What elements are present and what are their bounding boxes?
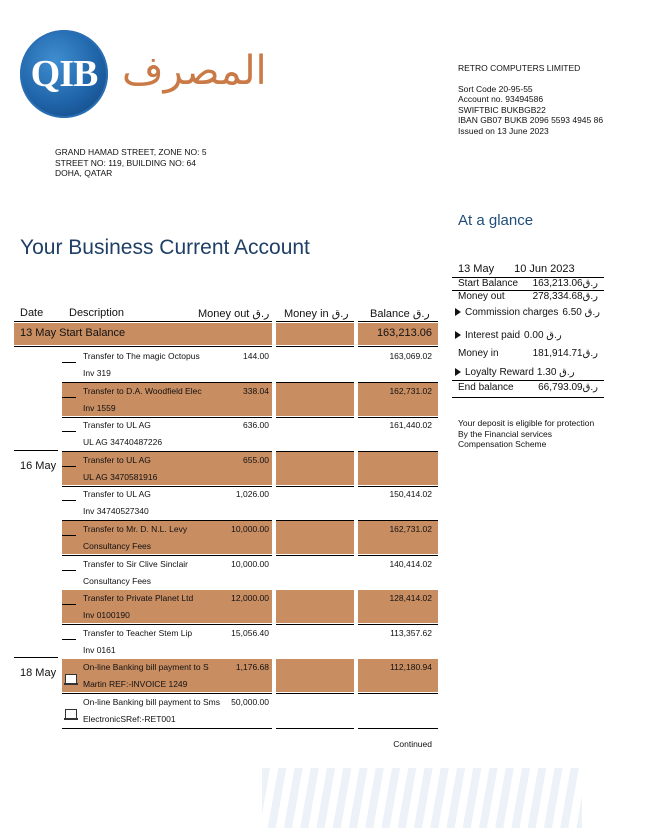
commission-value: ر.ق 6.50 xyxy=(562,307,600,318)
customer-address xyxy=(55,147,207,179)
row-description-line-1: Transfer to D.A. Woodfield Elec xyxy=(83,386,202,396)
address-line-2: STREET NO: 119, BUILDING NO: 64 xyxy=(55,157,196,168)
account-title: Your Business Current Account xyxy=(20,236,310,259)
protection-line-1: Your deposit is eligible for protection xyxy=(458,418,595,428)
row-money-out: 12,000.00 xyxy=(231,593,269,603)
row-description-line-2: UL AG 3470581916 xyxy=(83,472,158,482)
row-money-out: 50,000.00 xyxy=(231,697,269,707)
row-balance: 113,357.62 xyxy=(390,628,432,638)
row-balance: 163,069.02 xyxy=(389,351,432,361)
start-balance-row-value: 163,213.06 xyxy=(376,327,432,339)
row-description-line-2: Inv 0100190 xyxy=(83,610,130,620)
row-balance: 112,180.94 xyxy=(390,662,432,672)
qib-logo xyxy=(20,30,108,118)
end-balance-value: ر.ق66,793.09 xyxy=(538,382,598,393)
interest-value: ر.ق 0.00 xyxy=(524,330,562,341)
row-date: 18 May xyxy=(20,667,57,679)
row-description-line-1: Transfer to UL AG xyxy=(83,420,151,430)
company-name: RETRO COMPUTERS LIMITED xyxy=(458,63,581,73)
row-balance: 162,731.02 xyxy=(389,386,432,396)
row-money-out: 655.00 xyxy=(243,455,269,465)
money-in-value: ر.ق181,914.71 xyxy=(532,348,598,359)
row-description-line-2: Inv 319 xyxy=(83,368,111,378)
row-description-line-2: UL AG 34740487226 xyxy=(83,437,163,447)
row-balance: 128,414.02 xyxy=(389,593,432,603)
row-marker xyxy=(62,500,76,501)
row-description-line-1: On-line Banking bill payment to Sms xyxy=(83,697,221,707)
expand-interest-icon[interactable] xyxy=(455,331,461,339)
sort-code: Sort Code 20-95-55 xyxy=(458,83,533,94)
row-marker xyxy=(62,570,76,571)
logo-text: QIB xyxy=(30,53,98,95)
row-description-line-2: Martin REF:-INVOICE 1249 xyxy=(83,679,188,689)
row-money-out: 1,176.68 xyxy=(235,662,269,672)
expand-loyalty-icon[interactable] xyxy=(455,368,461,376)
continued-label: Continued xyxy=(393,739,432,749)
row-description-line-2: Inv 34740527340 xyxy=(83,506,149,516)
expand-commission-icon[interactable] xyxy=(455,308,461,316)
address-line-3: DOHA, QATAR xyxy=(55,168,113,178)
row-description-line-1: Transfer to UL AG xyxy=(83,455,151,465)
row-description-line-1: Transfer to Teacher Stem Lip xyxy=(83,628,193,638)
swift-code: SWIFTBIC BUKBGB22 xyxy=(458,104,546,115)
row-balance: 162,731.02 xyxy=(389,524,432,534)
money-out-label: Money out xyxy=(458,291,505,302)
header-money-out: Money out ر.ق xyxy=(198,308,270,320)
deposit-protection-note xyxy=(458,418,594,450)
protection-line-3: Compensation Scheme xyxy=(458,439,547,449)
row-marker xyxy=(62,362,76,363)
row-description-line-2: Consultancy Fees xyxy=(83,541,152,551)
row-description-line-1: Transfer to Private Planet Ltd xyxy=(83,593,194,603)
header-balance: Balance ر.ق xyxy=(370,308,430,320)
loyalty-value: ر.ق 1.30 xyxy=(536,367,575,378)
row-description-line-1: Transfer to Sir Clive Sinclair xyxy=(83,559,189,569)
money-in-label: Money in xyxy=(458,348,499,359)
header-money-in: Money in ر.ق xyxy=(284,308,349,320)
period-end: 10 Jun 2023 xyxy=(514,263,575,275)
bank-arabic-name: المصرف xyxy=(122,48,267,94)
interest-label: Interest paid xyxy=(465,330,521,341)
row-description-line-1: Transfer to Mr. D. N.L. Levy xyxy=(83,524,188,534)
glance-title: At a glance xyxy=(458,212,534,229)
row-money-out: 1,026.00 xyxy=(235,489,269,499)
row-money-out: 338.04 xyxy=(243,386,269,396)
row-balance: 161,440.02 xyxy=(389,420,432,430)
row-money-out: 10,000.00 xyxy=(231,524,269,534)
row-balance: 140,414.02 xyxy=(389,559,432,569)
address-line-1: GRAND HAMAD STREET, ZONE NO: 5 xyxy=(55,147,207,157)
account-number: Account no. 93494586 xyxy=(458,94,544,104)
row-money-out: 144.00 xyxy=(243,351,269,361)
row-description-line-1: Transfer to The magic Octopus xyxy=(83,351,200,361)
row-marker xyxy=(62,431,76,432)
row-marker xyxy=(62,604,76,605)
header-date: Date xyxy=(20,307,44,319)
row-date: 16 May xyxy=(20,460,57,472)
row-description-line-2: ElectronicSRef:-RET001 xyxy=(83,714,176,724)
row-description-line-1: On-line Banking bill payment to S xyxy=(83,662,209,672)
row-marker xyxy=(62,535,76,536)
iban: IBAN GB07 BUKB 2096 5593 4945 86 xyxy=(458,115,604,125)
start-balance-label: Start Balance xyxy=(458,278,519,289)
company-details xyxy=(458,63,603,136)
online-banking-icon xyxy=(65,674,77,684)
row-description-line-2: Inv 0161 xyxy=(83,645,116,655)
start-balance-row-label: 13 May Start Balance xyxy=(20,327,126,339)
row-description-line-1: Transfer to UL AG xyxy=(83,489,151,499)
end-balance-label: End balance xyxy=(458,382,514,393)
start-balance-value: ر.ق163,213.06 xyxy=(532,278,598,289)
online-banking-icon xyxy=(65,709,77,719)
row-description-line-2: Inv 1559 xyxy=(83,403,116,413)
row-money-out: 10,000.00 xyxy=(231,559,269,569)
row-marker xyxy=(62,397,76,398)
period-start: 13 May xyxy=(458,263,495,275)
protection-line-2: By the Financial services xyxy=(458,428,553,439)
watermark xyxy=(262,768,582,828)
loyalty-label: Loyalty Reward xyxy=(465,367,534,378)
row-balance: 150,414.02 xyxy=(389,489,432,499)
issued-date: Issued on 13 June 2023 xyxy=(458,125,549,136)
row-marker xyxy=(62,639,76,640)
header-description: Description xyxy=(69,307,125,319)
commission-label: Commission charges xyxy=(465,307,559,318)
row-money-out: 636.00 xyxy=(243,420,269,430)
money-out-value: ر.ق278,334.68 xyxy=(532,291,598,302)
row-marker xyxy=(62,466,76,467)
row-description-line-2: Consultancy Fees xyxy=(83,576,152,586)
row-money-out: 15,056.40 xyxy=(231,628,269,638)
